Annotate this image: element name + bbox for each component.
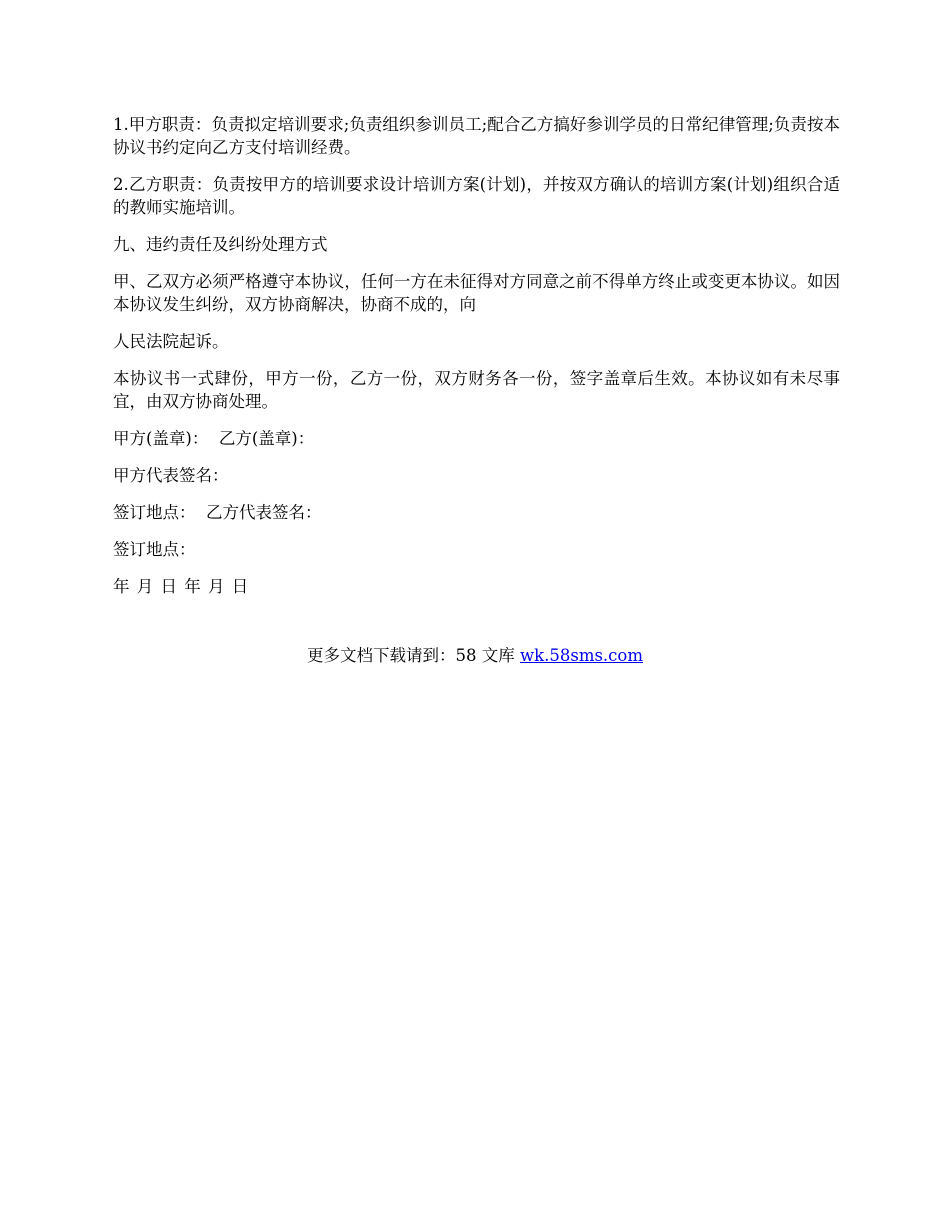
clause-party-a-duties: 1.甲方职责：负责拟定培训要求;负责组织参训员工;配合乙方搞好参训学员的日常纪律管理;负责按本协议书约定向乙方支付培训经费。 — [113, 115, 840, 157]
footer-text: 更多文档下载请到：58 文库 — [306, 646, 520, 665]
document-body — [113, 113, 840, 612]
clause-copies: 本协议书一式肆份，甲方一份，乙方一份，双方财务各一份，签字盖章后生效。本协议如有未尽事宜，由双方协商处理。 — [113, 369, 840, 411]
clause-court: 人民法院起诉。 — [113, 332, 229, 351]
clause-party-b-duties: 2.乙方职责：负责按甲方的培训要求设计培训方案(计划)，并按双方确认的培训方案(计划)组织合适的教师实施培训。 — [113, 175, 840, 217]
signature-place: 签订地点： — [113, 540, 196, 559]
download-footer — [0, 644, 950, 667]
signature-seals: 甲方(盖章)： 乙方(盖章)： — [113, 429, 315, 448]
clause-breach-terms: 甲、乙双方必须严格遵守本协议，任何一方在未征得对方同意之前不得单方终止或变更本协议。如因本协议发生纠纷，双方协商解决，协商不成的，向 — [113, 272, 840, 314]
section-heading-breach: 九、违约责任及纠纷处理方式 — [113, 235, 328, 254]
signature-place-party-b-rep: 签订地点： 乙方代表签名： — [113, 503, 322, 522]
signature-party-a-rep: 甲方代表签名： — [113, 466, 229, 485]
footer-link[interactable]: wk.58sms.com — [519, 646, 643, 665]
signature-dates: 年 月 日 年 月 日 — [113, 577, 250, 596]
